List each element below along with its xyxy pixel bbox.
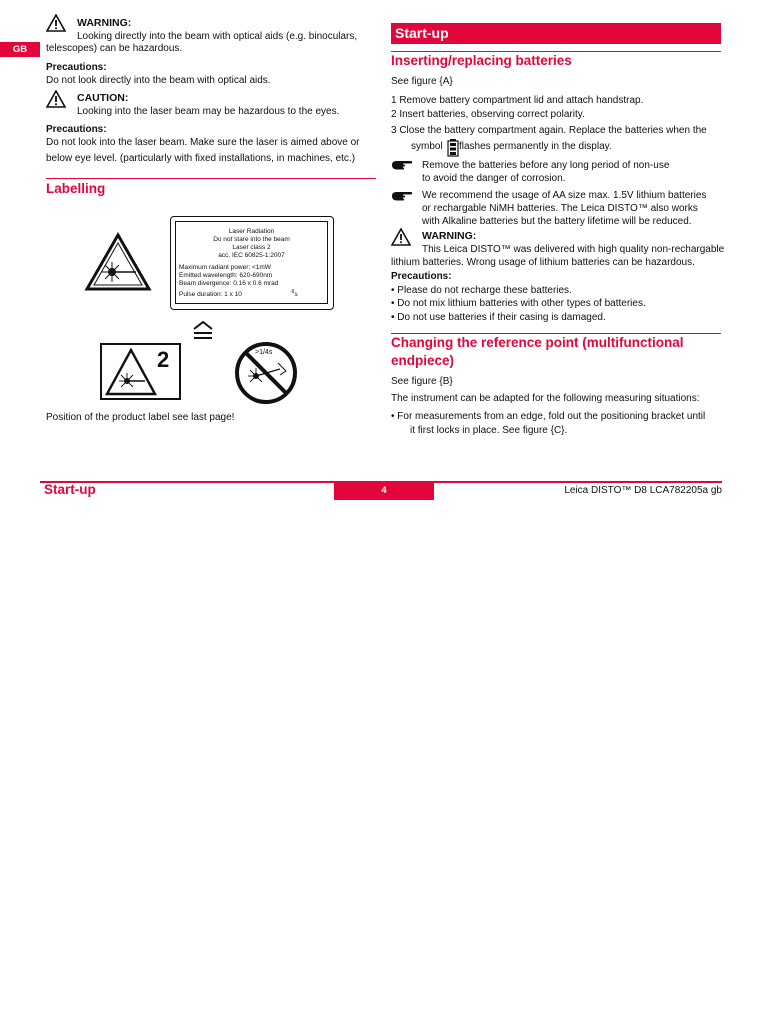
language-tab: GB xyxy=(0,42,40,57)
step-1: 1 Remove battery compartment lid and attach handstrap. xyxy=(391,95,644,106)
note-1-line2: to avoid the danger of corrosion. xyxy=(422,173,566,184)
precautions-text: Do not look directly into the beam with optical aids. xyxy=(46,75,271,86)
laser-class-2-sign xyxy=(100,343,181,400)
edge-instruction-line2: it first locks in place. See figure {C}. xyxy=(410,425,568,436)
section-title-bar: Start-up xyxy=(391,23,721,44)
precautions-label: Precautions: xyxy=(46,124,107,135)
laser-warning-icon xyxy=(105,348,157,396)
batteries-heading: Inserting/replacing batteries xyxy=(391,53,572,68)
product-label-note: Position of the product label see last page! xyxy=(46,412,235,423)
footer-section: Start-up xyxy=(44,482,96,497)
edge-instruction-line1: • For measurements from an edge, fold out the positioning bracket until xyxy=(391,411,706,422)
precautions-label: Precautions: xyxy=(391,271,452,282)
footer-doc-id: Leica DISTO™ D8 LCA782205a gb xyxy=(564,485,722,496)
label-line: Laser class 2 xyxy=(232,244,271,251)
section-rule xyxy=(46,178,376,179)
warning-text-line1: Looking directly into the beam with optical aids (e.g. binoculars, xyxy=(77,31,358,42)
laser-warning-sign-icon xyxy=(84,232,152,292)
precaution-bullet: • Please do not recharge these batteries. xyxy=(391,285,572,296)
warning-title: WARNING: xyxy=(77,17,132,29)
caution-triangle-icon xyxy=(46,90,66,108)
precautions-text-line1: Do not look into the laser beam. Make sure the laser is aimed above or xyxy=(46,137,360,148)
exposure-time-label: >1/4s xyxy=(255,349,273,356)
label-spec: Pulse duration: 1 x 10 xyxy=(179,291,242,299)
step-3-line2: flashes permanently in the display. xyxy=(459,141,612,152)
precautions-text-line2: below eye level. (particularly with fixed installations, in machines, etc.) xyxy=(46,153,356,164)
warning-triangle-icon xyxy=(46,14,66,32)
refpoint-heading-line1: Changing the reference point (multifunctional xyxy=(391,335,684,350)
note-2-line1: We recommend the usage of AA size max. 1.5V lithium batteries xyxy=(422,190,707,201)
label-spec: Maximum radiant power: <1mW xyxy=(179,264,271,271)
label-line: Laser Radiation xyxy=(228,228,275,235)
precaution-bullet: • Do not mix lithium batteries with other types of batteries. xyxy=(391,298,646,309)
battery-icon xyxy=(447,139,459,157)
adapt-text: The instrument can be adapted for the following measuring situations: xyxy=(391,393,700,404)
caution-text: Looking into the laser beam may be hazardous to the eyes. xyxy=(77,106,340,117)
note-2-line2: or rechargable NiMH batteries. The Leica DISTO™ also works xyxy=(422,203,698,214)
step-3-symbol-label: symbol xyxy=(411,141,443,152)
pointing-hand-icon xyxy=(391,159,413,171)
equivalent-symbol-icon xyxy=(192,320,214,340)
note-1-line1: Remove the batteries before any long period of non-use xyxy=(422,160,670,171)
precautions-label: Precautions: xyxy=(46,62,107,73)
laser-class-number: 2 xyxy=(157,347,170,372)
see-figure-b: See figure {B} xyxy=(391,376,453,387)
page-number: 4 xyxy=(334,482,434,500)
label-spec: Emitted wavelength: 620-690nm xyxy=(179,272,273,279)
note-2-line3: with Alkaline batteries but the battery lifetime will be reduced. xyxy=(422,216,692,227)
product-label xyxy=(170,216,334,310)
see-figure-a: See figure {A} xyxy=(391,76,453,87)
label-spec-exponent: -9 xyxy=(289,289,295,295)
label-spec-unit: s xyxy=(294,291,298,299)
warning-triangle-icon xyxy=(391,228,411,246)
label-spec: Beam divergence: 0.16 x 0.6 mrad xyxy=(179,280,279,287)
warning-title: WARNING: xyxy=(422,230,477,242)
warning-text-line2: lithium batteries. Wrong usage of lithium batteries can be hazardous. xyxy=(391,257,695,268)
labelling-heading: Labelling xyxy=(46,181,106,196)
label-line: acc. IEC 60825-1:2007 xyxy=(218,252,285,259)
warning-text-line1: This Leica DISTO™ was delivered with high quality non-rechargable xyxy=(422,244,725,255)
refpoint-heading-line2: endpiece) xyxy=(391,353,455,368)
precaution-bullet: • Do not use batteries if their casing is damaged. xyxy=(391,312,606,323)
step-2: 2 Insert batteries, observing correct polarity. xyxy=(391,109,585,120)
caution-title: CAUTION: xyxy=(77,92,129,104)
label-line: Do not stare into the beam xyxy=(213,236,290,243)
step-3-line1: 3 Close the battery compartment again. Replace the batteries when the xyxy=(391,125,707,136)
warning-text-line2: telescopes) can be hazardous. xyxy=(46,43,183,54)
pointing-hand-icon xyxy=(391,190,413,202)
